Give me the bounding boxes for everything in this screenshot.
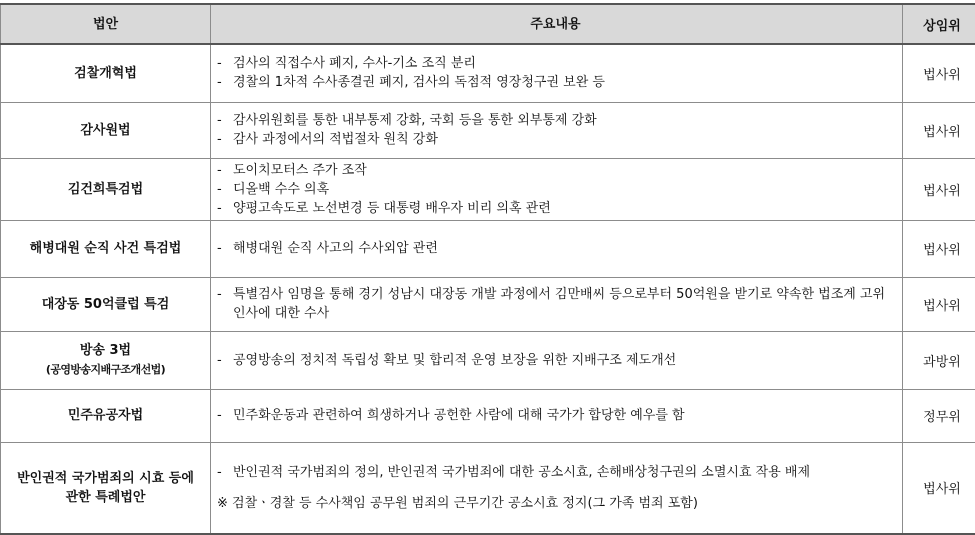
content-item: - 반인권적 국가범죄의 정의, 반인권적 국가범죄에 대한 공소시효, 손해배상청구권의 소멸시효 작용 배제 — [217, 464, 811, 480]
table-row — [1, 331, 975, 389]
bill-name: 민주유공자법 — [1, 389, 211, 442]
content-item: - 특별검사 임명을 통해 경기 성남시 대장동 개발 과정에서 김만배씨 등으로부터 50억원을 받기로 약속한 법조계 고위 인사에 대한 수사 — [217, 287, 886, 321]
bill-content — [211, 277, 903, 331]
bill-name: 감사원법 — [1, 102, 211, 158]
content-item: - 감사위원회를 통한 내부통제 강화, 국회 등을 통한 외부통제 강화 — [217, 113, 597, 128]
bill-name: 김건희특검법 — [1, 158, 211, 220]
committee: 법사위 — [903, 44, 975, 102]
table-row — [1, 389, 975, 442]
content-item: - 양평고속도로 노선변경 등 대통령 배우자 비리 의혹 관련 — [217, 200, 551, 216]
bill-content — [211, 331, 903, 389]
bill-content — [211, 389, 903, 442]
table-row — [1, 442, 975, 534]
committee: 법사위 — [903, 158, 975, 220]
bill-name-sub: (공영방송지배구조개선법) — [45, 363, 166, 376]
table-row — [1, 158, 975, 220]
content-item: - 공영방송의 정치적 독립성 확보 및 합리적 운영 보장을 위한 지배구조 제도개선 — [217, 352, 677, 368]
committee: 과방위 — [903, 331, 975, 389]
bill-name — [1, 331, 211, 389]
content-item: - 도이치모터스 주가 조작 — [217, 162, 367, 178]
header-row — [1, 4, 975, 44]
bill-name-main: 방송 3법 — [79, 343, 132, 358]
bill-name: 대장동 50억클럽 특검 — [1, 277, 211, 331]
header-committee: 상임위 — [903, 4, 975, 44]
table-row — [1, 102, 975, 158]
content-item: - 검사의 직접수사 폐지, 수사-기소 조직 분리 — [217, 56, 476, 72]
bill-name: 해병대원 순직 사건 특검법 — [1, 220, 211, 277]
committee: 정무위 — [903, 389, 975, 442]
committee: 법사위 — [903, 102, 975, 158]
bill-content — [211, 158, 903, 220]
bill-content — [211, 220, 903, 277]
content-item: - 경찰의 1차적 수사종결권 폐지, 검사의 독점적 영장청구권 보완 등 — [217, 75, 605, 91]
content-note: ※ 검찰ㆍ경찰 등 수사책임 공무원 범죄의 근무기간 공소시효 정지(그 가족 범죄 포함) — [217, 495, 698, 511]
table-row — [1, 277, 975, 331]
header-content: 주요내용 — [211, 4, 903, 44]
header-bill: 법안 — [1, 4, 211, 44]
table-row — [1, 44, 975, 102]
bill-name: 반인권적 국가범죄의 시효 등에 관한 특례법안 — [1, 442, 211, 534]
content-item: - 디올백 수수 의혹 — [217, 181, 330, 197]
content-item: - 민주화운동과 관련하여 희생하거나 공헌한 사람에 대해 국가가 합당한 예우를 함 — [217, 408, 685, 423]
bill-content — [211, 44, 903, 102]
bill-content — [211, 442, 903, 534]
table-row — [1, 220, 975, 277]
content-item: - 해병대원 순직 사고의 수사외압 관련 — [217, 241, 438, 256]
bills-table — [0, 3, 975, 535]
content-item: - 감사 과정에서의 적법절차 원칙 강화 — [217, 132, 438, 147]
committee: 법사위 — [903, 277, 975, 331]
bill-name: 검찰개혁법 — [1, 44, 211, 102]
committee: 법사위 — [903, 442, 975, 534]
committee: 법사위 — [903, 220, 975, 277]
bill-content — [211, 102, 903, 158]
